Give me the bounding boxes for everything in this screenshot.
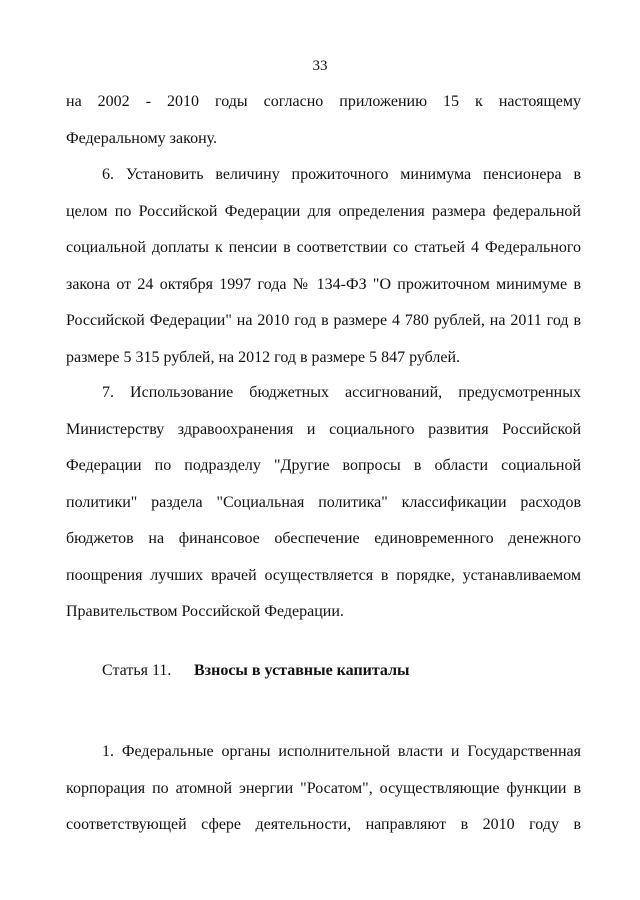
text-line: закона от 24 октября 1997 года № 134-ФЗ "О прожиточном минимуме в (66, 275, 581, 293)
text-line: 1. Федеральные органы исполнительной власти и Государственная (102, 743, 581, 760)
text-line: Российской Федерации" на 2010 год в размере 4 780 рублей, на 2011 год в (66, 312, 581, 329)
text-line: Правительством Российской Федерации. (66, 603, 344, 620)
text-line: Министерству здравоохранения и социального развития Российской (66, 420, 581, 438)
text-line: политики" раздела "Социальная политика" классификации расходов (66, 493, 581, 511)
text-line: корпорация по атомной энергии "Росатом", осуществляющие функции в (66, 779, 581, 797)
paragraph-11-1 (66, 734, 581, 844)
text-line: размере 5 315 рублей, на 2012 год в размере 5 847 рублей. (66, 348, 461, 366)
text-line: Федеральному закону. (66, 129, 218, 147)
text-line: Федерации по подразделу "Другие вопросы в области социальной (66, 457, 581, 474)
text-line: 6. Установить величину прожиточного минимума пенсионера в (102, 166, 581, 183)
page-number: 33 (312, 58, 328, 74)
text-line: соответствующей сфере деятельности, направляют в 2010 году в (66, 816, 581, 833)
article-heading (102, 660, 410, 682)
article-label: Статья 11. (102, 662, 172, 679)
text-line: на 2002 - 2010 годы согласно приложению 15 к настоящему (66, 93, 581, 110)
paragraph-7 (66, 375, 581, 631)
text-line: 7. Использование бюджетных ассигнований, предусмотренных (102, 384, 581, 401)
article-title: Взносы в уставные капиталы (194, 662, 410, 679)
paragraph-continuation (66, 84, 581, 157)
text-line: поощрения лучших врачей осуществляется в порядке, устанавливаемом (66, 566, 581, 584)
paragraph-6 (66, 157, 581, 376)
text-line: целом по Российской Федерации для определения размера федеральной (66, 202, 581, 220)
text-line: социальной доплаты к пенсии в соответствии со статьей 4 Федерального (66, 239, 581, 256)
text-line: бюджетов на финансовое обеспечение единовременного денежного (66, 530, 581, 547)
